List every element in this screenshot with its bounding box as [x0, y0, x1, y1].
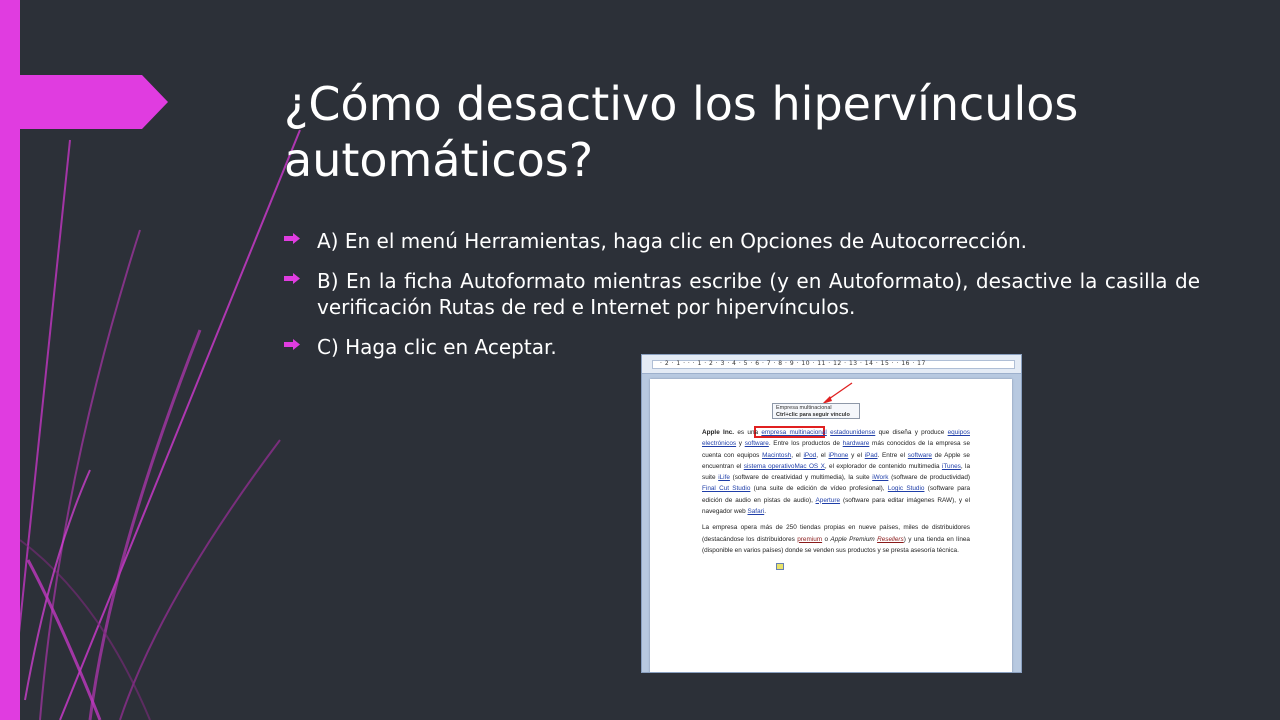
doc-link[interactable]: iLife: [718, 474, 730, 482]
arrow-bullet-icon: [284, 339, 300, 350]
paragraph-2: [702, 522, 970, 556]
doc-run: , el: [791, 451, 804, 459]
word-screenshot: [641, 354, 1022, 673]
doc-link[interactable]: sistema operativo: [743, 462, 795, 470]
paragraph-1: [702, 427, 970, 517]
doc-run: (una suite de edición de vídeo profesional),: [750, 485, 888, 493]
doc-link[interactable]: Safari: [747, 508, 765, 516]
doc-link[interactable]: hardware: [842, 440, 870, 448]
doc-run: (software de creatividad y multimedia), la suite: [729, 474, 873, 482]
doc-link[interactable]: Macintosh: [762, 451, 792, 459]
bullet-text: A) En el menú Herramientas, haga clic en Opciones de Autocorrección.: [317, 229, 1027, 253]
document-page: [650, 379, 1012, 673]
doc-link[interactable]: software: [744, 440, 769, 448]
doc-run: , el: [816, 451, 829, 459]
doc-link[interactable]: Final Cut Studio: [702, 485, 751, 493]
doc-run: premium: [797, 535, 823, 543]
arrow-bullet-icon: [284, 273, 300, 284]
doc-run: (software para edición de audio en pistas de audio),: [702, 485, 971, 504]
doc-link[interactable]: iWork: [872, 474, 889, 482]
doc-run: que diseña y produce: [875, 429, 948, 436]
doc-run: de Apple se encuentran el: [702, 451, 970, 470]
title-tab-shape: [20, 75, 168, 129]
arrow-bullet-icon: [284, 233, 300, 244]
bullet-text: C) Haga clic en Aceptar.: [317, 335, 557, 359]
doc-run: , el explorador de contenido multimedia: [824, 462, 942, 470]
slide-title: ¿Cómo desactivo los hipervínculos automáticos?: [284, 77, 1079, 187]
doc-run: .: [764, 508, 766, 516]
doc-link[interactable]: Aperture: [815, 496, 841, 504]
doc-run: más conocidos de la empresa se cuenta con equipos: [702, 440, 970, 459]
doc-run: ) y una tienda en línea (disponible en varios países) donde se venden sus productos y se presta asesoría técnica.: [702, 535, 970, 554]
doc-run: . Entre el: [877, 451, 908, 459]
doc-link[interactable]: iTunes: [941, 462, 961, 470]
doc-run: , la suite: [702, 462, 971, 482]
document-text: [702, 427, 970, 561]
doc-link[interactable]: iPod: [803, 451, 817, 459]
doc-run: y: [736, 440, 745, 448]
bullet-item: [284, 268, 1200, 320]
doc-link[interactable]: iPad: [864, 451, 878, 459]
doc-link[interactable]: estadounidense: [830, 429, 876, 436]
doc-link[interactable]: equipos electrónicos: [702, 429, 970, 448]
doc-run: . Entre los productos de: [768, 440, 843, 448]
doc-run: (software para editar imágenes RAW), y el navegador web: [702, 496, 970, 516]
bullet-text: B) En la ficha Autoformato mientras escribe (y en Autoformato), desactive la casilla de verificación Rutas de red e Internet por hipervínculos.: [317, 269, 1200, 319]
doc-link[interactable]: empresa multinacional: [761, 429, 827, 436]
doc-run: y el: [848, 451, 865, 459]
accent-bar: [0, 0, 20, 720]
bullet-list: [284, 228, 1200, 374]
doc-link[interactable]: iPhone: [828, 451, 849, 459]
tooltip-line2: Ctrl+clic para seguir vínculo: [776, 412, 850, 418]
autocorrect-options-icon[interactable]: [776, 563, 784, 570]
ruler: [642, 355, 1021, 374]
doc-run: o: [822, 535, 831, 543]
doc-link[interactable]: Logic Studio: [887, 485, 925, 493]
doc-run: (software de productividad): [888, 474, 970, 482]
doc-run: Resellers: [877, 535, 904, 543]
doc-link[interactable]: Mac OS X: [794, 462, 825, 470]
doc-run: Apple Premium: [830, 535, 875, 543]
doc-run: Apple Inc.: [702, 429, 735, 436]
tooltip-line1: Empresa multinacional: [776, 405, 832, 411]
doc-link[interactable]: software: [907, 451, 932, 459]
hyperlink-tooltip: [772, 403, 860, 419]
doc-run: La empresa opera más de 250 tiendas propias en nueve países, miles de distribuidores (destacándose los distribuidores: [702, 524, 970, 543]
bullet-item: [284, 228, 1200, 254]
ruler-marks: · 2 · 1 · · · 1 · 2 · 3 · 4 · 5 · 6 · 7 · 8 · 9 · 10 · 11 · 12 · 13 · 14 · 15 · · 16 · 17: [660, 360, 926, 367]
doc-run: es una: [734, 429, 762, 436]
